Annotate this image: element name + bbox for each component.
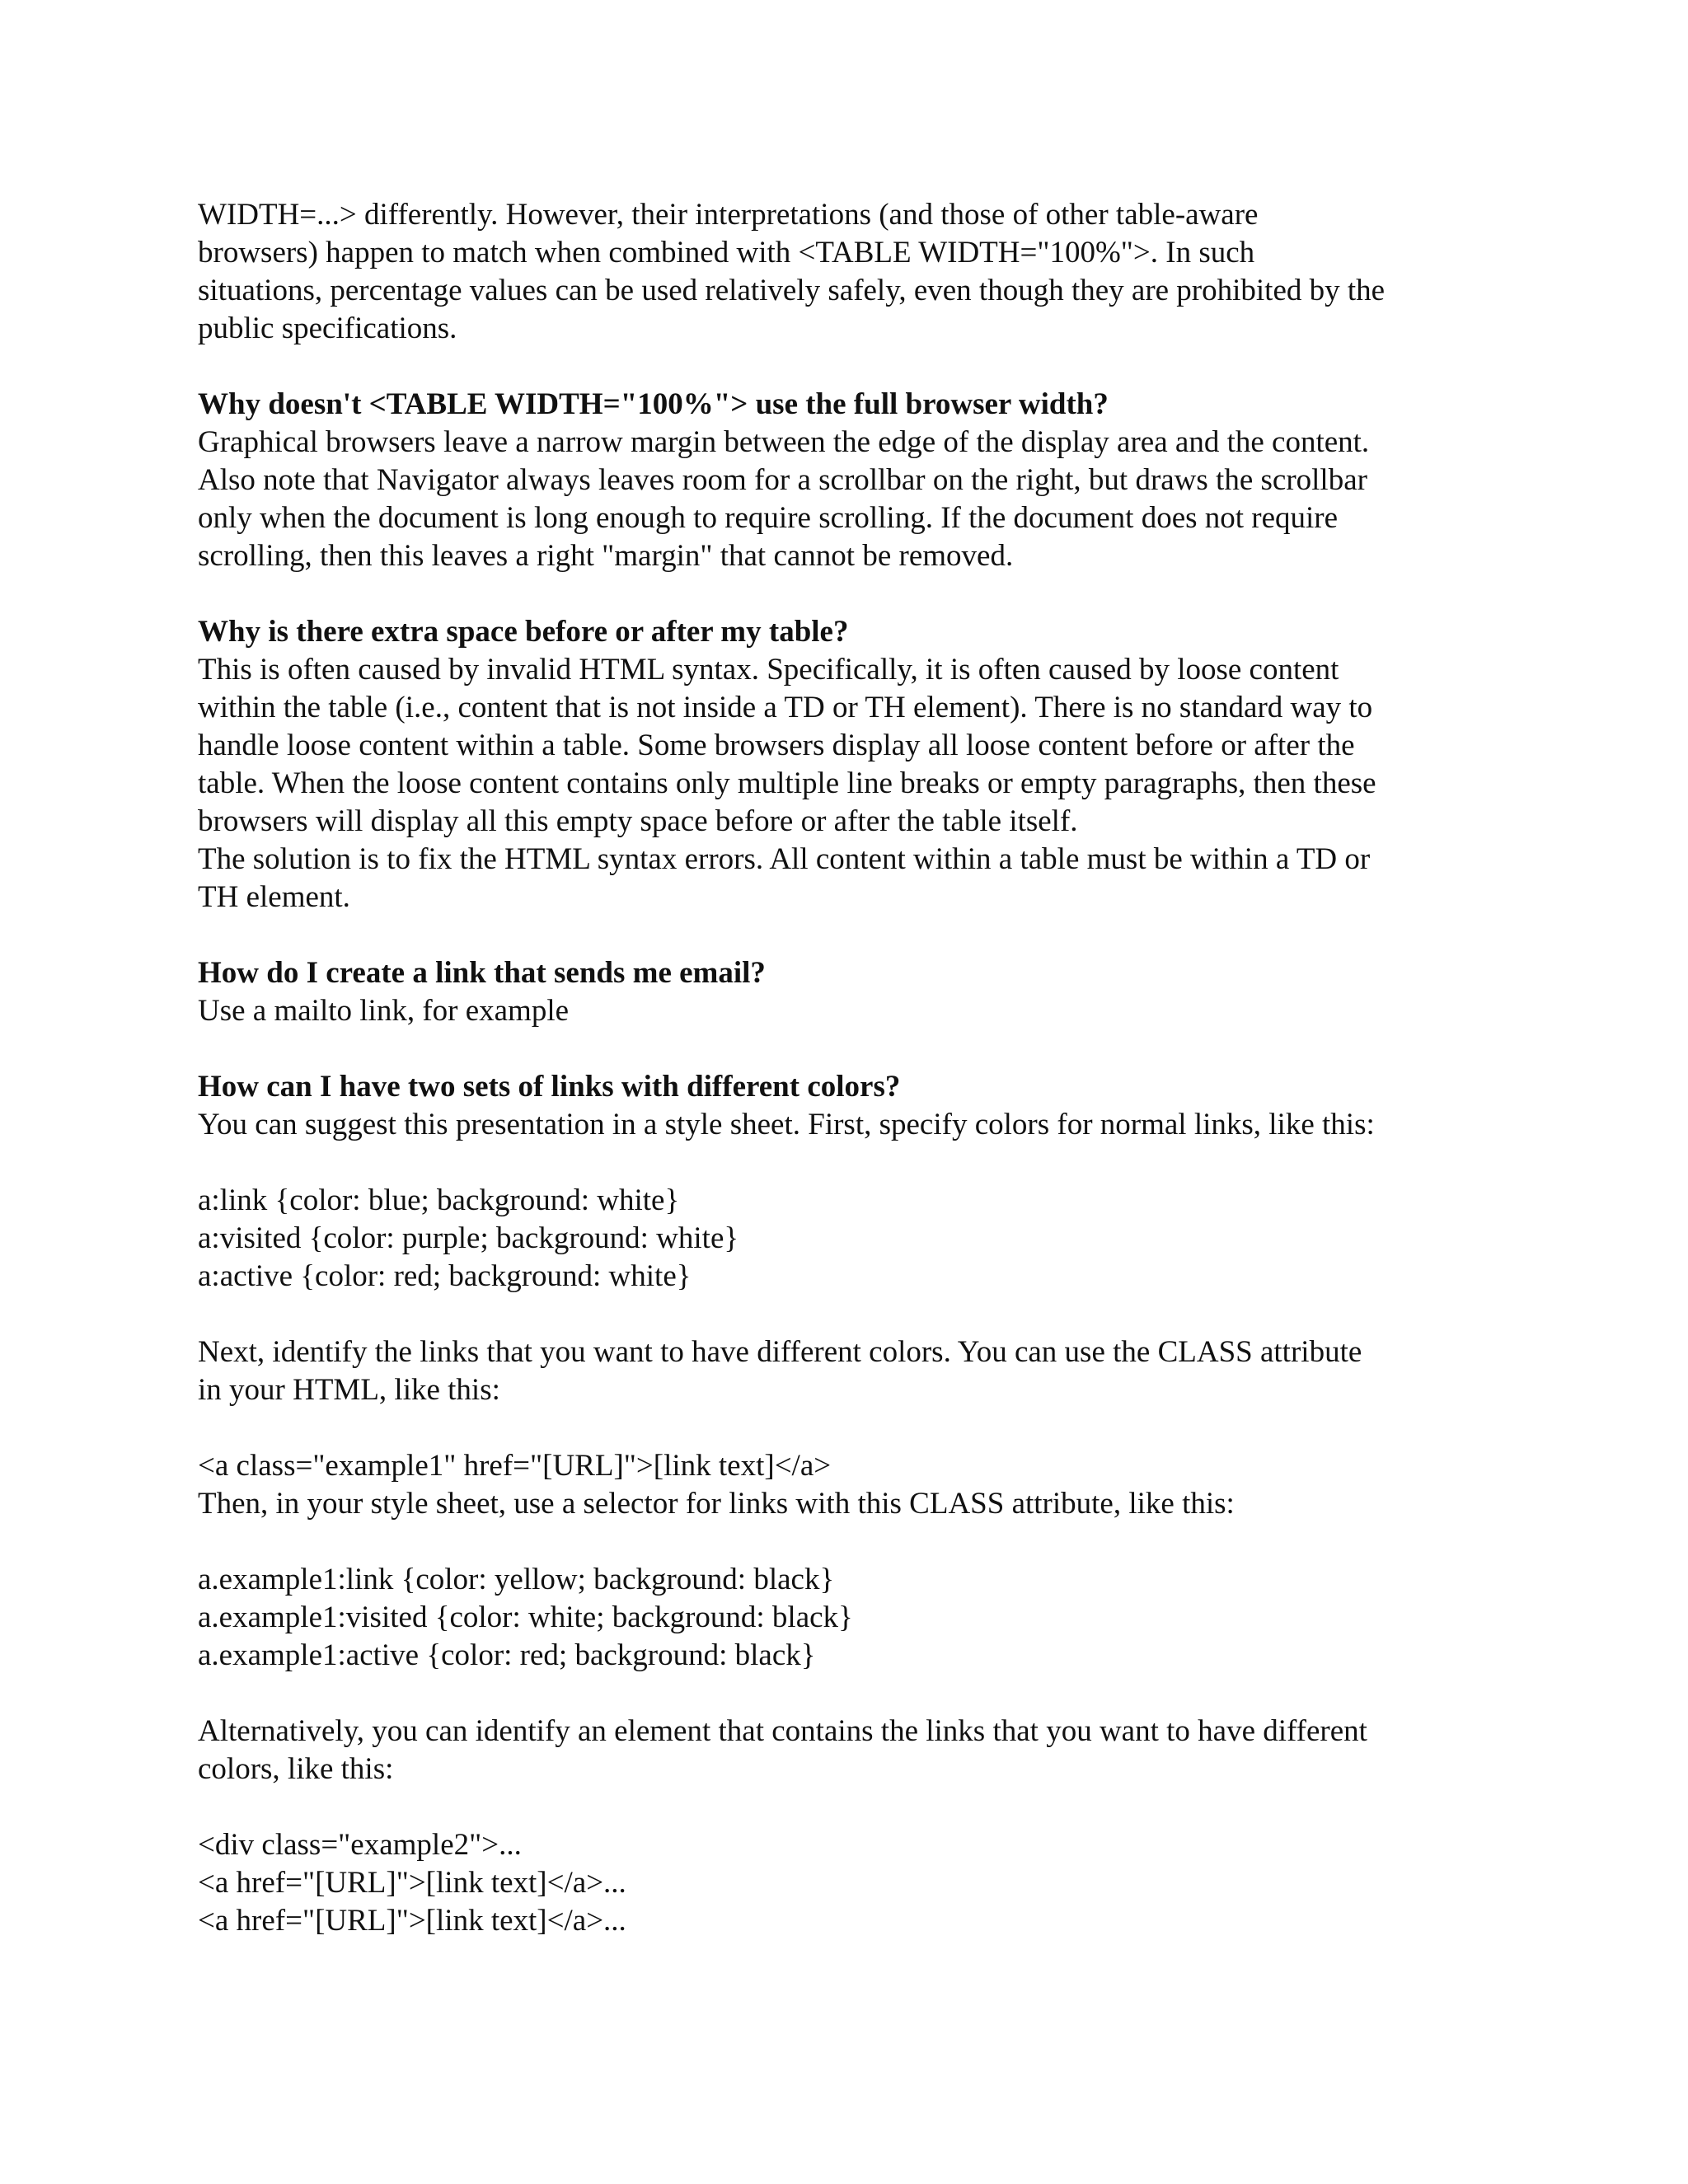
container-element-paragraph (198, 1713, 1517, 1788)
spacer (198, 1788, 1517, 1826)
spacer (198, 1144, 1517, 1182)
code-block-class-link (198, 1447, 1517, 1523)
text-line: TH element. (198, 880, 350, 914)
spacer (198, 1030, 1517, 1068)
code-line: a.example1:active {color: red; background: black} (198, 1638, 816, 1672)
text-line: You can suggest this presentation in a style sheet. First, specify colors for normal links, like this: (198, 1108, 1375, 1141)
text-line: table. When the loose content contains only multiple line breaks or empty paragraphs, then these (198, 766, 1376, 800)
code-line: <div class="example2">... (198, 1828, 522, 1862)
text-line: within the table (i.e., content that is not inside a TD or TH element). There is no standard way to (198, 691, 1373, 724)
spacer (198, 1409, 1517, 1447)
code-line: <a href="[URL]">[link text]</a>... (198, 1904, 626, 1938)
code-line: a:visited {color: purple; background: white} (198, 1221, 739, 1255)
text-line: handle loose content within a table. Some browsers display all loose content before or after the (198, 729, 1355, 762)
code-line: <a class="example1" href="[URL]">[link text]</a> (198, 1449, 832, 1483)
text-line: Also note that Navigator always leaves room for a scrollbar on the right, but draws the scrollbar (198, 463, 1367, 497)
code-block-class-selectors (198, 1561, 1517, 1675)
code-line: a.example1:visited {color: white; background: black} (198, 1601, 853, 1634)
code-line: a:active {color: red; background: white} (198, 1259, 692, 1293)
faq-question: How can I have two sets of links with different colors? (198, 1070, 901, 1104)
text-line: This is often caused by invalid HTML syntax. Specifically, it is often caused by loose content (198, 653, 1339, 687)
faq-table-width (198, 386, 1517, 575)
spacer (198, 1675, 1517, 1713)
intro-paragraph (198, 196, 1517, 348)
text-line: Alternatively, you can identify an element that contains the links that you want to have different (198, 1714, 1367, 1748)
code-block-normal-links (198, 1182, 1517, 1296)
text-line: The solution is to fix the HTML syntax errors. All content within a table must be within a TD or (198, 842, 1371, 876)
text-line: only when the document is long enough to require scrolling. If the document does not require (198, 501, 1339, 535)
spacer (198, 348, 1517, 386)
faq-question: How do I create a link that sends me email? (198, 956, 766, 990)
spacer (198, 916, 1517, 954)
class-attribute-paragraph (198, 1333, 1517, 1409)
text-line: scrolling, then this leaves a right "margin" that cannot be removed. (198, 539, 1014, 573)
text-line: Then, in your style sheet, use a selector for links with this CLASS attribute, like this: (198, 1487, 1235, 1521)
text-line: Graphical browsers leave a narrow margin between the edge of the display area and the content. (198, 425, 1370, 459)
text-line: in your HTML, like this: (198, 1373, 500, 1407)
spacer (198, 1523, 1517, 1561)
code-line: <a href="[URL]">[link text]</a>... (198, 1866, 626, 1900)
code-line: a.example1:link {color: yellow; background: black} (198, 1563, 835, 1596)
code-line: a:link {color: blue; background: white} (198, 1183, 680, 1217)
spacer (198, 575, 1517, 613)
text-line: Use a mailto link, for example (198, 994, 570, 1028)
text-line: public specifications. (198, 312, 457, 345)
text-line: Next, identify the links that you want to have different colors. You can use the CLASS attribute (198, 1335, 1362, 1369)
faq-extra-space (198, 613, 1517, 916)
text-line: WIDTH=...> differently. However, their interpretations (and those of other table-aware (198, 198, 1259, 232)
faq-question: Why doesn't <TABLE WIDTH="100%"> use the full browser width? (198, 387, 1109, 421)
text-line: browsers will display all this empty space before or after the table itself. (198, 804, 1078, 838)
faq-question: Why is there extra space before or after my table? (198, 615, 849, 649)
faq-mailto (198, 954, 1517, 1030)
code-block-div-example (198, 1826, 1517, 1940)
text-line: situations, percentage values can be used relatively safely, even though they are prohibited by the (198, 274, 1386, 307)
text-line: colors, like this: (198, 1752, 394, 1786)
spacer (198, 1296, 1517, 1333)
text-line: browsers) happen to match when combined with <TABLE WIDTH="100%">. In such (198, 236, 1255, 269)
document-page (198, 196, 1517, 1940)
faq-link-colors (198, 1068, 1517, 1940)
